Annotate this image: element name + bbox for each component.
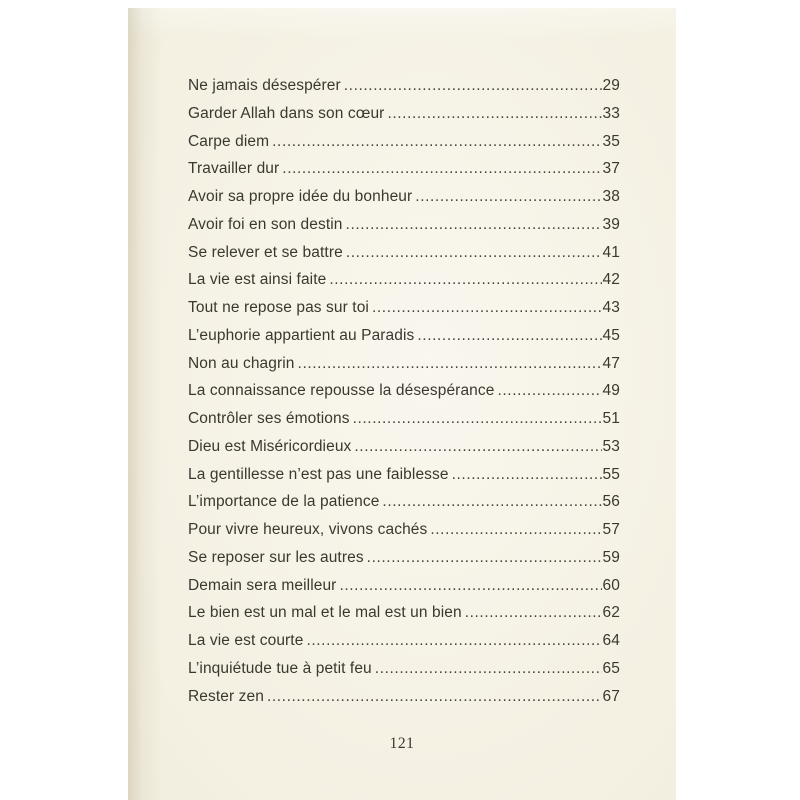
toc-entry-page: 41 xyxy=(602,243,620,261)
toc-entry-title: Tout ne repose pas sur toi xyxy=(188,299,369,316)
toc-entry-title: L’euphorie appartient au Paradis xyxy=(188,326,415,344)
toc-entry xyxy=(188,655,620,683)
toc-entry-page: 35 xyxy=(602,132,620,150)
toc-entry xyxy=(188,516,620,544)
toc-entry xyxy=(188,544,620,572)
dotted-leader xyxy=(346,239,602,267)
toc-entry-page: 38 xyxy=(602,188,620,205)
toc-entry-title: Se relever et se battre xyxy=(188,243,343,261)
toc-entry-page: 49 xyxy=(602,382,620,400)
toc-entry-page: 42 xyxy=(602,271,620,289)
dotted-leader xyxy=(497,377,601,405)
dotted-leader xyxy=(298,350,602,378)
toc-entry xyxy=(188,72,620,100)
toc-entry-page: 65 xyxy=(602,659,620,677)
toc-entry-title: Avoir sa propre idée du bonheur xyxy=(188,188,413,205)
toc-entry-title: Se reposer sur les autres xyxy=(188,548,364,566)
toc-entry-page: 57 xyxy=(602,521,620,538)
toc-entry-title: Travailler dur xyxy=(188,160,280,178)
toc-entry-title: Contrôler ses émotions xyxy=(188,410,350,427)
dotted-leader xyxy=(353,405,602,433)
toc-entry-page: 56 xyxy=(602,493,620,511)
toc-entry xyxy=(188,377,620,405)
toc-entry xyxy=(188,266,620,294)
book-page xyxy=(128,8,676,800)
dotted-leader xyxy=(375,655,602,683)
toc-entry-page: 37 xyxy=(602,160,620,178)
toc-entry-title: La gentillesse n’est pas une faiblesse xyxy=(188,465,449,483)
toc-entry-page: 51 xyxy=(602,410,620,427)
dotted-leader xyxy=(430,516,601,544)
page-number: 121 xyxy=(389,735,415,752)
toc-entry xyxy=(188,155,620,183)
toc-entry xyxy=(188,461,620,489)
toc-entry-title: Dieu est Miséricordieux xyxy=(188,437,352,455)
dotted-leader xyxy=(339,572,601,600)
dotted-leader xyxy=(367,544,602,572)
dotted-leader xyxy=(306,627,601,655)
toc-entry-title: Non au chagrin xyxy=(188,354,295,372)
dotted-leader xyxy=(272,128,601,156)
dotted-leader xyxy=(465,599,602,627)
toc-entry-title: Garder Allah dans son cœur xyxy=(188,104,385,122)
dotted-leader xyxy=(415,183,601,211)
toc-entry xyxy=(188,405,620,433)
toc-entry-page: 29 xyxy=(602,77,620,94)
table-of-contents xyxy=(188,72,620,710)
dotted-leader xyxy=(382,488,601,516)
toc-entry-page: 67 xyxy=(602,687,620,705)
toc-entry xyxy=(188,433,620,461)
toc-entry xyxy=(188,128,620,156)
toc-entry xyxy=(188,294,620,322)
dotted-leader xyxy=(267,683,602,711)
toc-entry xyxy=(188,627,620,655)
toc-entry xyxy=(188,322,620,350)
toc-entry-title: Pour vivre heureux, vivons cachés xyxy=(188,521,428,538)
toc-entry-page: 43 xyxy=(602,299,620,316)
toc-entry-page: 45 xyxy=(602,326,620,344)
toc-entry-title: L’inquiétude tue à petit feu xyxy=(188,659,372,677)
dotted-leader xyxy=(329,266,601,294)
toc-entry xyxy=(188,239,620,267)
dotted-leader xyxy=(354,433,601,461)
toc-entry-title: Demain sera meilleur xyxy=(188,576,337,594)
toc-entry-page: 64 xyxy=(602,632,620,649)
toc-entry xyxy=(188,183,620,211)
toc-entry xyxy=(188,488,620,516)
toc-entry-title: Ne jamais désespérer xyxy=(188,77,341,94)
toc-entry xyxy=(188,599,620,627)
toc-entry xyxy=(188,100,620,128)
toc-entry-page: 47 xyxy=(602,354,620,372)
toc-entry xyxy=(188,572,620,600)
toc-entry xyxy=(188,211,620,239)
dotted-leader xyxy=(387,100,601,128)
toc-entry-page: 53 xyxy=(602,437,620,455)
toc-entry-page: 33 xyxy=(602,104,620,122)
toc-entry-page: 59 xyxy=(602,548,620,566)
toc-entry-page: 39 xyxy=(602,215,620,233)
dotted-leader xyxy=(417,322,601,350)
toc-entry xyxy=(188,350,620,378)
dotted-leader xyxy=(452,461,602,489)
toc-entry-page: 55 xyxy=(602,465,620,483)
toc-entry-page: 62 xyxy=(602,604,620,622)
toc-entry-title: La connaissance repousse la désespérance xyxy=(188,382,495,400)
toc-entry xyxy=(188,683,620,711)
toc-entry-title: Rester zen xyxy=(188,687,264,705)
dotted-leader xyxy=(344,72,602,100)
toc-entry-title: L’importance de la patience xyxy=(188,493,380,511)
dotted-leader xyxy=(372,294,602,322)
toc-entry-page: 60 xyxy=(602,576,620,594)
dotted-leader xyxy=(346,211,602,239)
toc-entry-title: Carpe diem xyxy=(188,132,270,150)
toc-entry-title: Avoir foi en son destin xyxy=(188,215,343,233)
toc-entry-title: Le bien est un mal et le mal est un bien xyxy=(188,604,462,622)
dotted-leader xyxy=(282,155,601,183)
toc-entry-title: La vie est courte xyxy=(188,632,304,649)
toc-entry-title: La vie est ainsi faite xyxy=(188,271,327,289)
